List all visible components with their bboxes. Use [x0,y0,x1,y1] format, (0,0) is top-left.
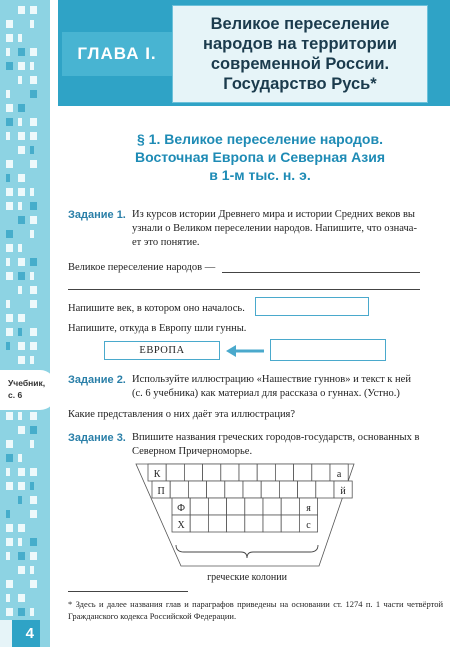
grid-cell[interactable] [263,498,281,515]
grid-cell[interactable] [190,498,208,515]
textbook-reference-page: с. 6 [8,390,23,400]
grid-cell[interactable] [227,498,245,515]
grid-cell[interactable] [245,515,263,532]
grid-cell[interactable] [316,481,334,498]
task1-text-line: узнали о Великом переселении народов. Напишите, что означа- [132,223,417,234]
grid-cell[interactable] [257,464,275,481]
grid-cell[interactable] [275,464,293,481]
task2-question: Какие представления о них даёт эта иллюстрация? [68,409,296,420]
chapter-title-line: народов на территории [203,35,397,53]
task2-text-line: Используйте иллюстрацию «Нашествие гуннов» и текст к ней [132,374,411,385]
grid-cell[interactable] [203,464,221,481]
grid-letter: Ф [177,503,186,514]
grid-letter: с [306,520,311,531]
grid-cell[interactable] [208,515,226,532]
grid-cell[interactable] [281,498,299,515]
chapter-title-line: современной России. [210,55,390,73]
task3-text-line: Впишите названия греческих городов-государств, основанных в [132,432,420,443]
grid-cell[interactable] [207,481,225,498]
grid-cell[interactable] [190,515,208,532]
task3-label: Задание 3. [68,432,126,444]
task1-label: Задание 1. [68,209,126,221]
grid-cell[interactable] [281,515,299,532]
grid-cell[interactable] [243,481,261,498]
origin-prompt: Напишите, откуда в Европу шли гунны. [68,323,247,334]
grid-cell[interactable] [184,464,202,481]
definition-prompt: Великое переселение народов — [68,262,216,273]
grid-cell[interactable] [239,464,257,481]
grid-cell[interactable] [294,464,312,481]
grid-cell[interactable] [279,481,297,498]
grid-cell[interactable] [188,481,206,498]
grid-letter: К [153,469,161,480]
grid-letter: Х [177,520,185,531]
task2-text-line: (с. 6 учебника) как материал для рассказа о гуннах. (Устно.) [132,388,400,399]
grid-cell[interactable] [221,464,239,481]
grid-cell[interactable] [263,515,281,532]
grid-letter: П [157,486,165,497]
grid-letter: й [340,486,346,497]
chapter-title-line: Государство Русь* [223,75,377,93]
textbook-reference-line: Учебник, [8,378,46,388]
footnote: * Здесь и далее названия глав и параграфов приведены на основании ст. 1274 п. 1 части четвёртой Гражданского кодекса Российской Федерации. [68,599,443,621]
grid-cell[interactable] [298,481,316,498]
page-number-badge [0,620,40,647]
grid-letter: я [306,503,311,514]
footnote-rule [68,591,188,592]
task3-text-line: Северном Причерноморье. [132,446,253,457]
grid-cell[interactable] [261,481,279,498]
section-title-line: в 1-м тыс. н. э. [209,167,311,183]
grid-cell[interactable] [225,481,243,498]
grid-cell[interactable] [166,464,184,481]
grid-cell[interactable] [170,481,188,498]
section-title-line: § 1. Великое переселение народов. [137,131,383,147]
task1-text-line: ет это понятие. [132,237,200,248]
task1-text-line: Из курсов истории Древнего мира и истории Средних веков вы [132,209,415,220]
page-number: 4 [25,625,34,642]
grid-cell[interactable] [208,498,226,515]
grid-cell[interactable] [245,498,263,515]
brace-label: греческие колонии [207,572,287,583]
century-prompt: Напишите век, в котором оно началось. [68,303,245,314]
chapter-title-line: Великое переселение [210,15,390,33]
task2-label: Задание 2. [68,374,126,386]
section-title-line: Восточная Европа и Северная Азия [134,149,386,165]
grid-cell[interactable] [312,464,330,481]
chapter-label: ГЛАВА I. [62,32,172,76]
grid-cell[interactable] [227,515,245,532]
grid-letter: а [336,469,342,480]
page-number-notch [0,620,12,647]
europe-box: ЕВРОПА [104,341,220,360]
